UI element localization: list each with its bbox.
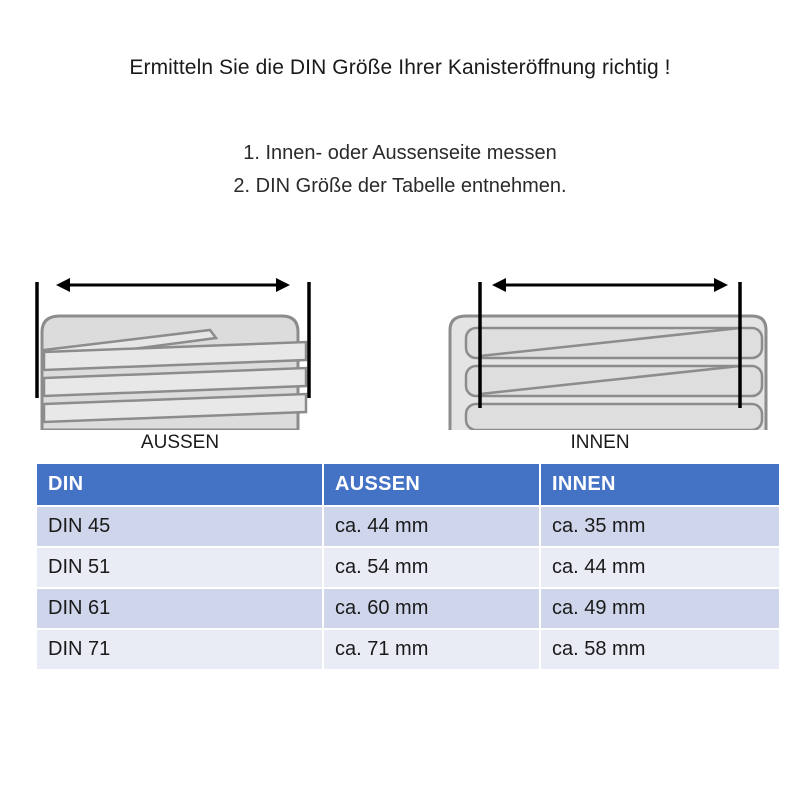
cell-din: DIN 71: [37, 629, 323, 669]
arrow-left-head: [56, 278, 70, 292]
cell-innen: ca. 49 mm: [540, 588, 779, 629]
cell-innen: ca. 58 mm: [540, 629, 779, 669]
aussen-label: AUSSEN: [140, 432, 220, 453]
table-row: [37, 547, 779, 588]
inner-thread-illustration: [440, 270, 780, 430]
table-row: [37, 506, 779, 547]
cell-innen: ca. 35 mm: [540, 506, 779, 547]
page-title: Ermitteln Sie die DIN Größe Ihrer Kanisteröffnung richtig !: [129, 56, 671, 79]
cell-innen: ca. 44 mm: [540, 547, 779, 588]
table-header-row: [37, 464, 779, 506]
table-row: [37, 629, 779, 669]
step-2: 2. DIN Größe der Tabelle entnehmen.: [233, 175, 567, 197]
cell-aussen: ca. 54 mm: [323, 547, 540, 588]
cell-din: DIN 45: [37, 506, 323, 547]
cell-din: DIN 61: [37, 588, 323, 629]
arrow-right-head: [714, 278, 728, 292]
inner-thread-band-3: [466, 404, 762, 430]
column-header-din: DIN: [37, 464, 323, 506]
column-header-innen: INNEN: [540, 464, 779, 506]
cell-aussen: ca. 71 mm: [323, 629, 540, 669]
column-header-aussen: AUSSEN: [323, 464, 540, 506]
cell-aussen: ca. 60 mm: [323, 588, 540, 629]
outer-thread-illustration: [20, 270, 340, 430]
cell-aussen: ca. 44 mm: [323, 506, 540, 547]
arrow-left-head: [492, 278, 506, 292]
step-1: 1. Innen- oder Aussenseite messen: [243, 142, 557, 164]
instruction-steps: [0, 137, 800, 203]
table-row: [37, 588, 779, 629]
cell-din: DIN 51: [37, 547, 323, 588]
innen-label: INNEN: [570, 432, 630, 453]
din-size-table: [37, 464, 779, 669]
arrow-right-head: [276, 278, 290, 292]
outer-thread-diagram: [20, 270, 340, 430]
inner-thread-diagram: [440, 270, 780, 430]
